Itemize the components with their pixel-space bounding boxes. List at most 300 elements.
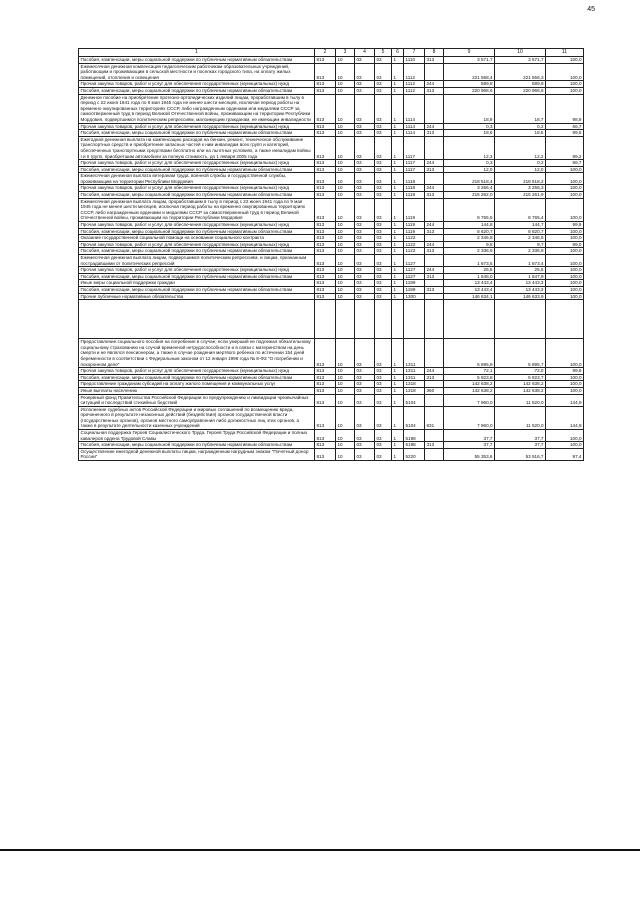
cell-section: 10: [336, 381, 355, 388]
column-header: 8: [425, 49, 444, 57]
cell-admin-code: 813: [315, 286, 336, 293]
empty-cell: [336, 300, 355, 339]
column-header: 4: [355, 49, 375, 57]
column-header: 3: [336, 49, 355, 57]
cell-admin-code: 813: [315, 381, 336, 388]
cell-section: 10: [336, 280, 355, 287]
cell-program: 03: [375, 123, 392, 130]
cell-actual: 220 966,5: [495, 87, 546, 94]
cell-plan: 589,8: [444, 81, 495, 88]
table-body: [79, 57, 584, 461]
cell-program: 03: [375, 374, 392, 381]
cell-subsection: 03: [355, 293, 375, 300]
cell-description: Прочая закупка товаров, работ и услуг для обеспечения государственных (муниципальных) нужд: [79, 185, 315, 192]
cell-program: 03: [375, 394, 392, 406]
cell-target-article: 1300: [404, 293, 425, 300]
cell-actual: 5 895,7: [495, 339, 546, 368]
cell-section: 10: [336, 448, 355, 460]
cell-subsection: 03: [355, 94, 375, 123]
cell-percent: 99,2: [546, 136, 584, 159]
cell-expense-type: 831: [425, 406, 444, 429]
table-row: [79, 273, 584, 280]
cell-percent: 100,0: [546, 280, 584, 287]
cell-admin-code: 813: [315, 192, 336, 199]
cell-description: Пособия, компенсации, меры социальной поддержки по публичным нормативным обязательствам: [79, 273, 315, 280]
cell-percent: 99,9: [546, 368, 584, 375]
cell-subprogram: 1: [392, 81, 404, 88]
cell-section: 10: [336, 235, 355, 242]
cell-section: 10: [336, 123, 355, 130]
cell-subsection: 03: [355, 248, 375, 255]
cell-expense-type: [425, 136, 444, 159]
cell-percent: 144,9: [546, 394, 584, 406]
cell-description: Прочая закупка товаров, работ и услуг для обеспечения государственных (муниципальных) нужд: [79, 81, 315, 88]
cell-program: 03: [375, 442, 392, 449]
cell-subsection: 03: [355, 198, 375, 221]
cell-actual: 0,2: [495, 123, 546, 130]
cell-actual: 144,7: [495, 222, 546, 229]
cell-plan: 2 336,8: [444, 248, 495, 255]
cell-section: 10: [336, 136, 355, 159]
cell-percent: 100,0: [546, 293, 584, 300]
cell-target-article: 1114: [404, 123, 425, 130]
cell-plan: 5 895,9: [444, 339, 495, 368]
cell-program: 03: [375, 248, 392, 255]
cell-actual: 146 633,9: [495, 293, 546, 300]
cell-admin-code: 813: [315, 430, 336, 442]
cell-program: 03: [375, 339, 392, 368]
cell-subprogram: 1: [392, 339, 404, 368]
cell-expense-type: [425, 280, 444, 287]
cell-section: 10: [336, 185, 355, 192]
cell-subsection: 03: [355, 448, 375, 460]
cell-target-article: 1199: [404, 286, 425, 293]
cell-target-article: 1119: [404, 198, 425, 221]
cell-subprogram: 1: [392, 430, 404, 442]
cell-expense-type: [425, 198, 444, 221]
cell-actual: 37,7: [495, 430, 546, 442]
cell-percent: 100,0: [546, 286, 584, 293]
cell-plan: 215 262,0: [444, 192, 495, 199]
cell-description: Иные выплаты населению: [79, 387, 315, 394]
cell-admin-code: 813: [315, 81, 336, 88]
cell-actual: 25,5: [495, 267, 546, 274]
cell-admin-code: 813: [315, 123, 336, 130]
cell-expense-type: [425, 255, 444, 267]
cell-expense-type: 244: [425, 185, 444, 192]
cell-plan: 13 443,4: [444, 286, 495, 293]
cell-target-article: 1110: [404, 57, 425, 64]
cell-percent: 66,7: [546, 160, 584, 167]
cell-program: 03: [375, 185, 392, 192]
cell-description: Предоставление социального пособия на погребение в случае, если умерший не подлежал обязательному социальному страхованию на случай временной нетрудоспособности и в связи с материнством на день смерти и не являлся пенсионером, а также в случае рождения мертвого ребенка по истечении 154 дней беременности в соответствии с Федеральным законом от 12 января 1996 года № 8-ФЗ "О погребении и похоронном деле": [79, 339, 315, 368]
table-row: [79, 381, 584, 388]
table-row: [79, 280, 584, 287]
cell-target-article: 1112: [404, 63, 425, 81]
cell-admin-code: 813: [315, 94, 336, 123]
cell-admin-code: 813: [315, 339, 336, 368]
table-row: [79, 185, 584, 192]
cell-target-article: 1114: [404, 94, 425, 123]
cell-subprogram: 1: [392, 394, 404, 406]
cell-subsection: 03: [355, 222, 375, 229]
cell-subsection: 03: [355, 286, 375, 293]
cell-target-article: 5220: [404, 448, 425, 460]
cell-section: 10: [336, 241, 355, 248]
table-row: [79, 173, 584, 185]
table-row: [79, 160, 584, 167]
cell-description: Пособия, компенсации, меры социальной поддержки по публичным нормативным обязательствам: [79, 374, 315, 381]
column-header: 7: [404, 49, 425, 57]
cell-expense-type: 244: [425, 241, 444, 248]
cell-description: Прочая закупка товаров, работ и услуг для обеспечения государственных (муниципальных) нужд: [79, 123, 315, 130]
cell-admin-code: 813: [315, 368, 336, 375]
cell-subsection: 03: [355, 166, 375, 173]
cell-percent: 100,0: [546, 173, 584, 185]
cell-section: 10: [336, 368, 355, 375]
cell-expense-type: 313: [425, 286, 444, 293]
cell-plan: 220 968,6: [444, 87, 495, 94]
cell-section: 10: [336, 394, 355, 406]
cell-plan: 0,3: [444, 160, 495, 167]
cell-section: 10: [336, 430, 355, 442]
cell-target-article: 1114: [404, 130, 425, 137]
cell-program: 03: [375, 87, 392, 94]
cell-plan: 142 638,2: [444, 381, 495, 388]
cell-program: 03: [375, 130, 392, 137]
cell-program: 03: [375, 166, 392, 173]
table-row: [79, 87, 584, 94]
cell-description: Ежегодная денежная выплата на компенсацию расходов на бензин, ремонт, техническое обслуживание транспортных средств и приобретение запасных частей к ним инвалидам всех групп и категорий, обеспеченных транспортными средствами бесплатно или на льготных условиях, а также инвалидам войны I и II групп, приобретшим автомобили за полную стоимость, до 1 января 2005 года: [79, 136, 315, 159]
cell-expense-type: 244: [425, 267, 444, 274]
cell-expense-type: [425, 63, 444, 81]
cell-program: 03: [375, 241, 392, 248]
cell-subsection: 03: [355, 387, 375, 394]
cell-admin-code: 813: [315, 173, 336, 185]
empty-cell: [444, 300, 495, 339]
cell-section: 10: [336, 442, 355, 449]
cell-description: Пособия, компенсации, меры социальной поддержки по публичным нормативным обязательствам: [79, 57, 315, 64]
cell-actual: 8 765,4: [495, 198, 546, 221]
cell-expense-type: [425, 381, 444, 388]
cell-target-article: 1118: [404, 192, 425, 199]
cell-subprogram: 1: [392, 235, 404, 242]
cell-expense-type: [425, 235, 444, 242]
cell-percent: 100,0: [546, 57, 584, 64]
cell-description: Социальная поддержка Героев Социалистического Труда, Героев Труда Российской Федерации и полных кавалеров ордена Трудовой Славы: [79, 430, 315, 442]
cell-plan: 37,7: [444, 442, 495, 449]
cell-admin-code: 813: [315, 267, 336, 274]
cell-description: Пособия, компенсации, меры социальной поддержки по публичным нормативным обязательствам: [79, 286, 315, 293]
cell-program: 03: [375, 387, 392, 394]
table-row: [79, 136, 584, 159]
cell-target-article: 1117: [404, 136, 425, 159]
cell-percent: 100,0: [546, 198, 584, 221]
cell-actual: 3 571,7: [495, 57, 546, 64]
cell-subsection: 03: [355, 173, 375, 185]
table-row: [79, 339, 584, 368]
cell-description: Пособия, компенсации, меры социальной поддержки по публичным нормативным обязательствам: [79, 442, 315, 449]
cell-plan: 218 518,4: [444, 173, 495, 185]
cell-expense-type: 244: [425, 222, 444, 229]
empty-cell: [425, 300, 444, 339]
cell-program: 03: [375, 430, 392, 442]
cell-description: Оказание государственной социальной помощи на основании социального контракта: [79, 235, 315, 242]
cell-section: 10: [336, 255, 355, 267]
cell-plan: 9,8: [444, 241, 495, 248]
cell-program: 03: [375, 81, 392, 88]
cell-plan: 5 823,8: [444, 374, 495, 381]
cell-subsection: 03: [355, 87, 375, 94]
cell-section: 10: [336, 228, 355, 235]
cell-admin-code: 813: [315, 136, 336, 159]
cell-actual: 12,0: [495, 166, 546, 173]
cell-section: 10: [336, 94, 355, 123]
cell-target-article: 1127: [404, 267, 425, 274]
cell-expense-type: 313: [425, 87, 444, 94]
column-header: 6: [392, 49, 404, 57]
table-row: [79, 267, 584, 274]
cell-subprogram: 1: [392, 185, 404, 192]
cell-admin-code: 813: [315, 160, 336, 167]
cell-plan: 18,6: [444, 130, 495, 137]
cell-subsection: 03: [355, 130, 375, 137]
cell-subsection: 03: [355, 394, 375, 406]
cell-actual: 221 556,3: [495, 63, 546, 81]
cell-admin-code: 813: [315, 255, 336, 267]
cell-admin-code: 813: [315, 130, 336, 137]
cell-plan: 55 353,6: [444, 448, 495, 460]
cell-actual: 8 620,7: [495, 228, 546, 235]
table-row: [79, 293, 584, 300]
cell-plan: 0,3: [444, 123, 495, 130]
cell-description: Пособия, компенсации, меры социальной поддержки по публичным нормативным обязательствам: [79, 248, 315, 255]
table-row: [79, 394, 584, 406]
cell-description: Пособия, компенсации, меры социальной поддержки по публичным нормативным обязательствам: [79, 87, 315, 94]
table-row: [79, 166, 584, 173]
cell-description: Исполнение судебных актов Российской Федерации и мировых соглашений по возмещению вреда, причиненного в результате незаконных действий (бездействия) органов государственной власти (государственных органов), органов местного самоуправления либо должностных лиц этих органов, а также в результате деятельности казенных учреждений: [79, 406, 315, 429]
cell-program: 03: [375, 63, 392, 81]
cell-actual: 18,7: [495, 94, 546, 123]
table-row: [79, 442, 584, 449]
cell-expense-type: 313: [425, 166, 444, 173]
cell-expense-type: 313: [425, 192, 444, 199]
cell-expense-type: 244: [425, 123, 444, 130]
table-row: [79, 123, 584, 130]
cell-percent: 98,9: [546, 94, 584, 123]
cell-actual: 3 256,3: [495, 185, 546, 192]
cell-percent: 100,0: [546, 166, 584, 173]
cell-description: Предоставление гражданам субсидий на оплату жилого помещения и коммунальных услуг: [79, 381, 315, 388]
table-row: [79, 63, 584, 81]
cell-plan: 3 571,7: [444, 57, 495, 64]
cell-subprogram: 1: [392, 273, 404, 280]
cell-plan: 13 443,4: [444, 280, 495, 287]
cell-program: 03: [375, 57, 392, 64]
cell-target-article: 1117: [404, 160, 425, 167]
cell-target-article: 1112: [404, 87, 425, 94]
cell-target-article: 1112: [404, 81, 425, 88]
cell-section: 10: [336, 160, 355, 167]
cell-admin-code: 813: [315, 293, 336, 300]
cell-actual: 218 518,2: [495, 173, 546, 185]
cell-admin-code: 813: [315, 280, 336, 287]
cell-actual: 11 520,0: [495, 406, 546, 429]
cell-subprogram: 1: [392, 255, 404, 267]
cell-subsection: 03: [355, 241, 375, 248]
table-row: [79, 300, 584, 339]
cell-percent: 99,5: [546, 130, 584, 137]
cell-description: Пособия, компенсации, меры социальной поддержки по публичным нормативным обязательствам: [79, 192, 315, 199]
cell-program: 03: [375, 381, 392, 388]
cell-expense-type: 244: [425, 81, 444, 88]
cell-section: 10: [336, 63, 355, 81]
cell-subprogram: 1: [392, 280, 404, 287]
cell-expense-type: 313: [425, 273, 444, 280]
cell-description: Ежемесячная денежная выплата ветеранам труда, военной службы и государственной службы, проживающим на территории Республики Мордовия: [79, 173, 315, 185]
cell-subsection: 03: [355, 368, 375, 375]
cell-percent: 100,0: [546, 381, 584, 388]
cell-admin-code: 813: [315, 406, 336, 429]
cell-subsection: 03: [355, 123, 375, 130]
cell-actual: 9,7: [495, 241, 546, 248]
cell-section: 10: [336, 130, 355, 137]
column-header: 1: [79, 49, 315, 57]
cell-actual: 13 443,3: [495, 286, 546, 293]
cell-section: 10: [336, 57, 355, 64]
empty-cell: [79, 300, 315, 339]
empty-cell: [315, 300, 336, 339]
cell-expense-type: 313: [425, 130, 444, 137]
cell-program: 03: [375, 198, 392, 221]
cell-plan: 1 673,5: [444, 255, 495, 267]
cell-plan: 3 256,4: [444, 185, 495, 192]
cell-section: 10: [336, 273, 355, 280]
cell-plan: 7 960,0: [444, 394, 495, 406]
cell-subprogram: 1: [392, 248, 404, 255]
cell-actual: 18,5: [495, 130, 546, 137]
cell-percent: 100,0: [546, 267, 584, 274]
cell-program: 03: [375, 286, 392, 293]
cell-section: 10: [336, 222, 355, 229]
table-row: [79, 222, 584, 229]
cell-subprogram: 1: [392, 192, 404, 199]
cell-percent: 100,0: [546, 235, 584, 242]
cell-section: 10: [336, 267, 355, 274]
table-row: [79, 57, 584, 64]
cell-actual: 2 336,8: [495, 248, 546, 255]
cell-subsection: 03: [355, 160, 375, 167]
cell-actual: 13 443,3: [495, 280, 546, 287]
cell-admin-code: 813: [315, 273, 336, 280]
cell-target-article: 5198: [404, 442, 425, 449]
cell-subsection: 03: [355, 267, 375, 274]
cell-expense-type: [425, 430, 444, 442]
cell-program: 03: [375, 173, 392, 185]
cell-target-article: 1318: [404, 381, 425, 388]
cell-percent: 100,0: [546, 273, 584, 280]
cell-actual: 53 916,7: [495, 448, 546, 460]
cell-program: 03: [375, 160, 392, 167]
cell-subprogram: 1: [392, 241, 404, 248]
cell-admin-code: 813: [315, 394, 336, 406]
column-header: 10: [495, 49, 546, 57]
cell-subprogram: 1: [392, 57, 404, 64]
cell-plan: 12,0: [444, 166, 495, 173]
cell-subsection: 03: [355, 273, 375, 280]
cell-description: Осуществление ежегодной денежной выплаты лицам, награжденным нагрудным знаком "Почетный донор России": [79, 448, 315, 460]
cell-subprogram: 1: [392, 368, 404, 375]
cell-description: Ежемесячная денежная компенсация педагогическим работникам образовательных учреждений, работающим и проживающим в сельской местности и поселках городского типа, на оплату жилых помещений, отопления и освещения: [79, 63, 315, 81]
cell-expense-type: 313: [425, 374, 444, 381]
cell-plan: 18,9: [444, 94, 495, 123]
table-row: [79, 387, 584, 394]
cell-subprogram: 1: [392, 442, 404, 449]
column-header: 2: [315, 49, 336, 57]
cell-plan: 142 638,2: [444, 387, 495, 394]
cell-subprogram: 1: [392, 198, 404, 221]
column-header: 9: [444, 49, 495, 57]
cell-target-article: 1119: [404, 222, 425, 229]
cell-section: 10: [336, 198, 355, 221]
cell-plan: 1 648,0: [444, 273, 495, 280]
cell-expense-type: 360: [425, 387, 444, 394]
cell-subprogram: 1: [392, 381, 404, 388]
table-row: [79, 228, 584, 235]
cell-subprogram: 1: [392, 222, 404, 229]
cell-plan: 72,1: [444, 368, 495, 375]
cell-target-article: 1122: [404, 235, 425, 242]
cell-admin-code: 813: [315, 235, 336, 242]
cell-percent: 100,0: [546, 228, 584, 235]
cell-admin-code: 813: [315, 198, 336, 221]
cell-actual: 2 346,5: [495, 235, 546, 242]
cell-section: 10: [336, 87, 355, 94]
cell-actual: 589,8: [495, 81, 546, 88]
table-row: [79, 198, 584, 221]
cell-admin-code: 813: [315, 87, 336, 94]
cell-actual: 1 673,4: [495, 255, 546, 267]
cell-subsection: 03: [355, 63, 375, 81]
cell-subprogram: 1: [392, 87, 404, 94]
cell-section: 10: [336, 387, 355, 394]
cell-plan: 7 960,0: [444, 406, 495, 429]
cell-description: Прочая закупка товаров, работ и услуг для обеспечения государственных (муниципальных) нужд: [79, 267, 315, 274]
cell-actual: 0,2: [495, 160, 546, 167]
cell-expense-type: [425, 448, 444, 460]
cell-actual: 215 261,9: [495, 192, 546, 199]
cell-admin-code: 813: [315, 228, 336, 235]
cell-program: 03: [375, 293, 392, 300]
cell-section: 10: [336, 339, 355, 368]
empty-cell: [355, 300, 375, 339]
cell-expense-type: 244: [425, 368, 444, 375]
cell-plan: 37,7: [444, 430, 495, 442]
cell-subprogram: 1: [392, 63, 404, 81]
cell-subprogram: 1: [392, 123, 404, 130]
cell-program: 03: [375, 406, 392, 429]
cell-section: 10: [336, 248, 355, 255]
cell-program: 03: [375, 273, 392, 280]
cell-expense-type: 313: [425, 57, 444, 64]
table-row: [79, 448, 584, 460]
cell-actual: 1 647,9: [495, 273, 546, 280]
cell-description: Резервный фонд Правительства Российской Федерации по предупреждению и ликвидации чрезвычайных ситуаций и последствий стихийных бедствий: [79, 394, 315, 406]
cell-subsection: 03: [355, 192, 375, 199]
column-header: 5: [375, 49, 392, 57]
cell-plan: 2 346,8: [444, 235, 495, 242]
cell-description: Прочая закупка товаров, работ и услуг для обеспечения государственных (муниципальных) нужд: [79, 222, 315, 229]
